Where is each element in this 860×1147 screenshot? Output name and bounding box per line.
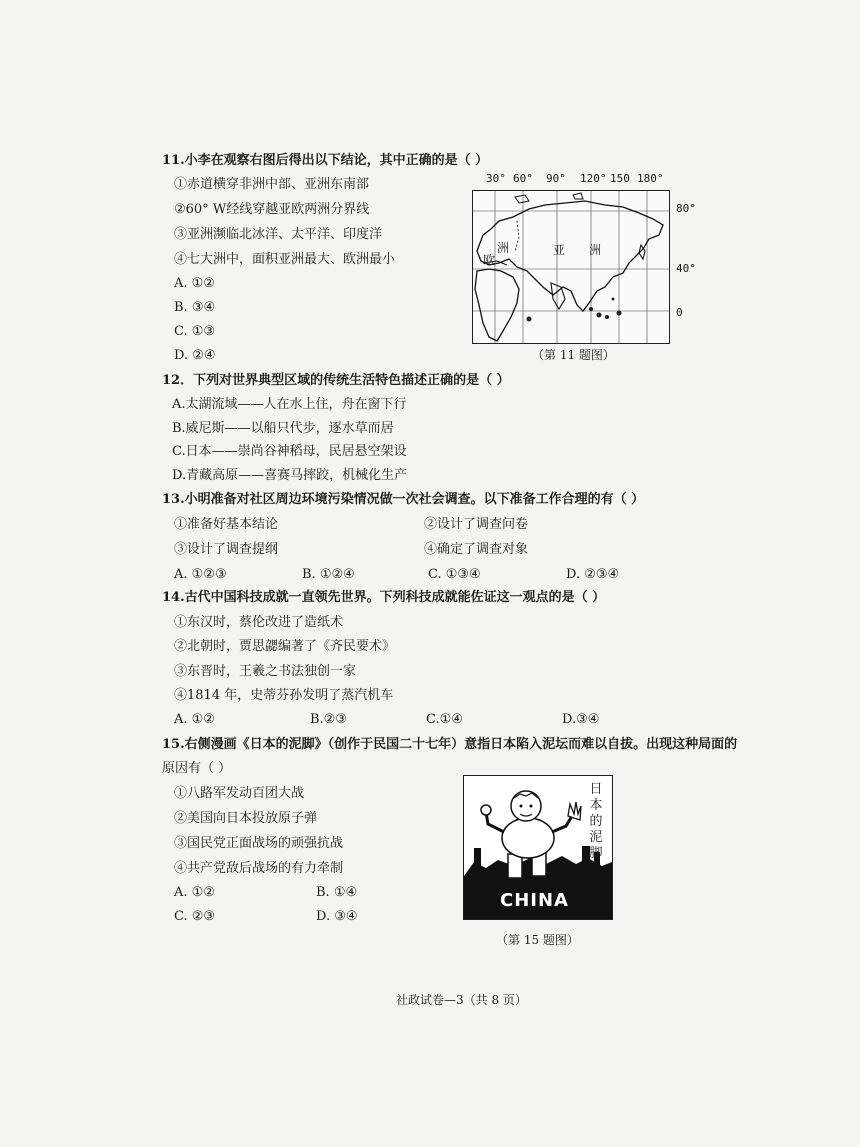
q15-item-4: ④共产党敌后战场的有力牵制	[174, 861, 344, 876]
q15-item-1: ①八路军发动百团大战	[174, 786, 305, 801]
q14-item-1: ①东汉时，蔡伦改进了造纸术	[174, 615, 344, 630]
map-lat-40: 40°	[676, 262, 696, 275]
island-mark	[605, 315, 609, 319]
q14-option-c: C.①④	[426, 712, 463, 727]
figure-eye	[520, 805, 523, 808]
eurasia-shape	[477, 201, 663, 311]
q11-item-2: ②60° W经线穿越亚欧两洲分界线	[174, 202, 370, 217]
q14-option-a: A. ①②	[174, 712, 215, 727]
q15-option-a: A. ①②	[174, 885, 215, 900]
ural-line	[515, 221, 519, 251]
q13-item-1: ①准备好基本结论	[174, 517, 279, 532]
q12-option-a: A.太湖流域——人在水上住，舟在窗下行	[172, 397, 407, 412]
q13-item-2: ②设计了调查问卷	[424, 517, 529, 532]
q14-item-3: ③东晋时，王羲之书法独创一家	[174, 664, 357, 679]
world-map-svg	[473, 191, 669, 343]
q13-stem: 13.小明准备对社区周边环境污染情况做一次社会调查。以下准备工作合理的有（ ）	[162, 492, 645, 507]
q13-option-b: B. ①②④	[302, 567, 355, 582]
arctic-island	[573, 193, 583, 199]
map-lat-80: 80°	[676, 202, 696, 215]
q15-item-3: ③国民党正面战场的顽强抗战	[174, 836, 344, 851]
q14-option-d: D.③④	[562, 712, 600, 727]
q11-stem: 11.小李在观察右图后得出以下结论，其中正确的是（ ）	[162, 153, 489, 168]
q14-stem: 14.古代中国科技成就一直领先世界。下列科技成就能佐证这一观点的是（ ）	[162, 590, 606, 605]
q14-item-4: ④1814 年，史蒂芬孙发明了蒸汽机车	[174, 688, 394, 703]
map-lon-60: 60°	[513, 172, 533, 185]
q11-option-b: B. ③④	[174, 300, 216, 315]
q15-option-c: C. ②③	[174, 909, 216, 924]
map-lat-0: 0	[676, 306, 683, 319]
madagascar-mark	[527, 317, 532, 322]
q11-item-3: ③亚洲濒临北冰洋、太平洋、印度洋	[174, 227, 383, 242]
page-footer: 社政试卷—3（共 8 页）	[396, 993, 527, 1007]
right-arm	[552, 816, 572, 832]
q13-option-c: C. ①③④	[428, 567, 481, 582]
q11-option-a: A. ①②	[174, 276, 215, 291]
island-mark	[589, 307, 593, 311]
map-lon-30: 30°	[486, 172, 506, 185]
cartoon-banner-text: CHINA	[500, 890, 569, 911]
q11-figure-caption: （第 11 题图）	[532, 348, 615, 362]
island-mark	[612, 298, 615, 301]
q13-item-4: ④确定了调查对象	[424, 542, 529, 557]
q14-option-b: B.②③	[310, 712, 347, 727]
q11-option-c: C. ①③	[174, 324, 216, 339]
q14-item-2: ②北朝时，贾思勰编著了《齐民要术》	[174, 639, 396, 654]
world-map-figure	[472, 190, 670, 344]
africa-shape	[475, 269, 519, 341]
q15-option-b: B. ①④	[316, 885, 358, 900]
left-hand	[481, 805, 491, 815]
q15-item-2: ②美国向日本投放原子弹	[174, 811, 318, 826]
cartoon-title: 日本的泥脚	[589, 782, 603, 861]
japan-mud-feet-cartoon	[463, 775, 613, 920]
q13-option-a: A. ①②③	[174, 567, 227, 582]
map-lon-120: 120°	[580, 172, 607, 185]
map-label-zhou-2: 洲	[589, 243, 602, 257]
map-label-ou: 欧	[483, 253, 496, 267]
q13-option-d: D. ②③④	[566, 567, 620, 582]
q15-stem-line-1: 15.右侧漫画《日本的泥脚》（创作于民国二十七年）意指日本陷入泥坛而难以自拔。出现这种局面的	[162, 737, 738, 752]
island-mark	[597, 313, 602, 318]
map-label-zhou-1: 洲	[497, 241, 510, 255]
q12-stem: 12．下列对世界典型区域的传统生活特色描述正确的是（ ）	[162, 373, 510, 388]
arctic-island	[515, 195, 529, 203]
island-mark	[617, 311, 622, 316]
q12-option-c: C.日本——崇尚谷神稻母，民居悬空架设	[172, 444, 407, 459]
stump	[474, 848, 481, 872]
q15-stem-line-2: 原因有（ ）	[162, 761, 232, 776]
map-lon-90: 90°	[546, 172, 566, 185]
q15-option-d: D. ③④	[316, 909, 358, 924]
map-label-ya: 亚	[553, 243, 566, 257]
q15-figure-caption: （第 15 题图）	[496, 933, 579, 947]
figure-body	[502, 818, 554, 858]
q13-item-3: ③设计了调查提纲	[174, 542, 279, 557]
map-lon-180: 180°	[637, 172, 664, 185]
map-lon-150: 150	[610, 172, 630, 185]
figure-eye	[530, 805, 533, 808]
q11-item-4: ④七大洲中，面积亚洲最大、欧洲最小	[174, 252, 396, 267]
q11-item-1: ①赤道横穿非洲中部、亚洲东南部	[174, 177, 370, 192]
q12-option-d: D.青藏高原——喜赛马摔跤，机械化生产	[172, 468, 408, 483]
q11-option-d: D. ②④	[174, 348, 216, 363]
right-hand	[568, 802, 581, 820]
q12-option-b: B.威尼斯——以船只代步，逐水草而居	[172, 421, 394, 436]
